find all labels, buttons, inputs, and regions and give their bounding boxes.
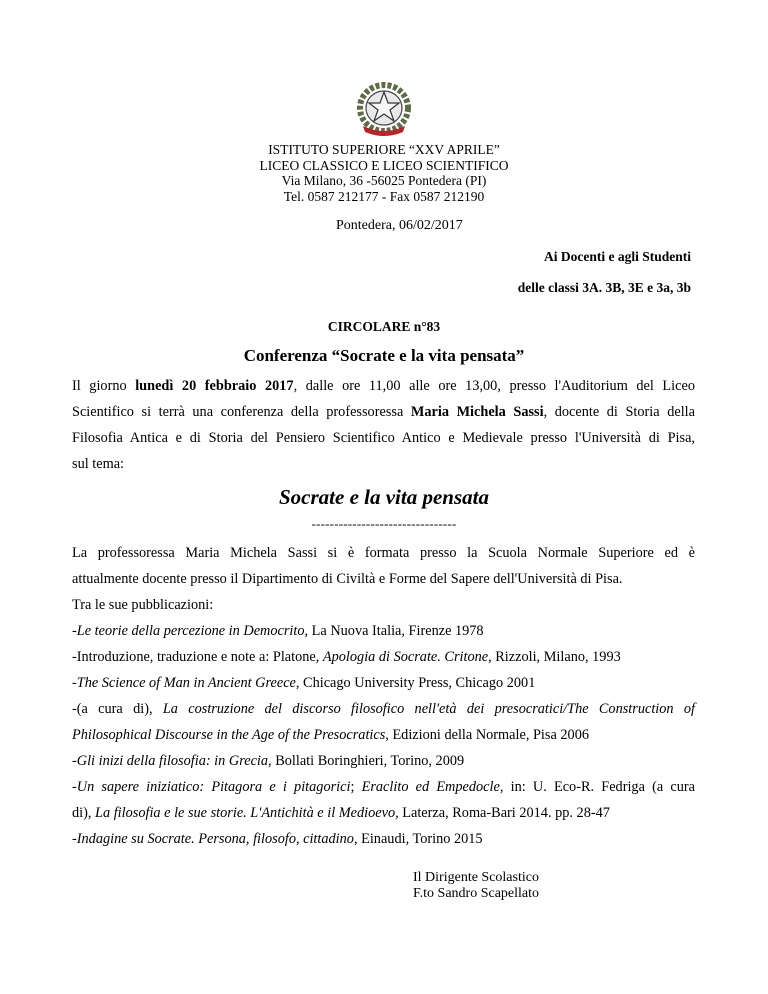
talk-title: Socrate e la vita pensata xyxy=(279,485,489,509)
school-address: Via Milano, 36 -56025 Pontedera (PI) xyxy=(281,173,487,188)
bio-line: La professoressa Maria Michela Sassi si è formata presso la Scuola Normale Superiore ed è xyxy=(72,545,695,561)
publication-item: -Un sapere iniziatico: Pitagora e i pitagorici; Eraclito ed Empedocle, in: U. Eco-R. Fedriga (a cura xyxy=(72,779,695,795)
separator: -------------------------------- xyxy=(311,516,457,531)
publication-item: -Indagine su Socrate. Persona, filosofo, cittadino, Einaudi, Torino 2015 xyxy=(72,831,483,847)
publication-item: -Le teorie della percezione in Democrito, La Nuova Italia, Firenze 1978 xyxy=(72,623,484,639)
publications-intro: Tra le sue pubblicazioni: xyxy=(72,597,214,613)
signer-name: F.to Sandro Scapellato xyxy=(413,886,540,901)
signer-role: Il Dirigente Scolastico xyxy=(413,870,539,885)
school-name: ISTITUTO SUPERIORE “XXV APRILE” xyxy=(268,142,500,157)
conference-title: Conferenza “Socrate e la vita pensata” xyxy=(243,346,525,365)
publication-item-continued: Philosophical Discourse in the Age of the Presocratics, Edizioni della Normale, Pisa 2006 xyxy=(72,727,589,743)
biography-and-publications xyxy=(72,540,695,852)
speaker-name: Maria Michela Sassi xyxy=(410,404,544,420)
event-date: lunedì 20 febbraio 2017 xyxy=(135,378,294,394)
announcement-paragraph: Il giorno lunedì 20 febbraio 2017, dalle ore 11,00 alle ore 13,00, presso l'Auditorium del Liceo Scientifico si terrà una conferenza della professoressa Maria Michela Sassi, docente di Storia della Filosofia Antica e di Storia del Pensiero Scientifico Antico e Medievale presso l'Università di Pisa, sul tema: xyxy=(72,378,695,472)
publication-item-continued: di), La filosofia e le sue storie. L'Antichità e il Medioevo, Laterza, Roma-Bari 2014. pp. 28-47 xyxy=(72,805,610,821)
school-header xyxy=(0,142,768,204)
signature-block xyxy=(413,870,539,902)
recipients-line-1: Ai Docenti e agli Studenti xyxy=(544,249,691,264)
recipients-line-2: delle classi 3A. 3B, 3E e 3a, 3b xyxy=(517,280,691,295)
publication-item: -Introduzione, traduzione e note a: Platone, Apologia di Socrate. Critone, Rizzoli, Milano, 1993 xyxy=(72,649,621,665)
publication-item: -The Science of Man in Ancient Greece, Chicago University Press, Chicago 2001 xyxy=(72,675,536,691)
publication-item: -(a cura di), La costruzione del discorso filosofico nell'età dei presocratici/The Construction of xyxy=(72,701,695,717)
school-type: LICEO CLASSICO E LICEO SCIENTIFICO xyxy=(259,157,509,173)
italian-republic-emblem-icon xyxy=(349,80,419,140)
circular-number: CIRCOLARE n°83 xyxy=(327,319,441,334)
school-phone-fax: Tel. 0587 212177 - Fax 0587 212190 xyxy=(283,188,485,204)
publication-item: -Gli inizi della filosofia: in Grecia, Bollati Boringhieri, Torino, 2009 xyxy=(72,753,465,769)
document-date: Pontedera, 06/02/2017 xyxy=(336,218,463,233)
bio-line: attualmente docente presso il Dipartimento di Civiltà e Forme del Sapere dell'Università di Pisa. xyxy=(72,571,623,587)
